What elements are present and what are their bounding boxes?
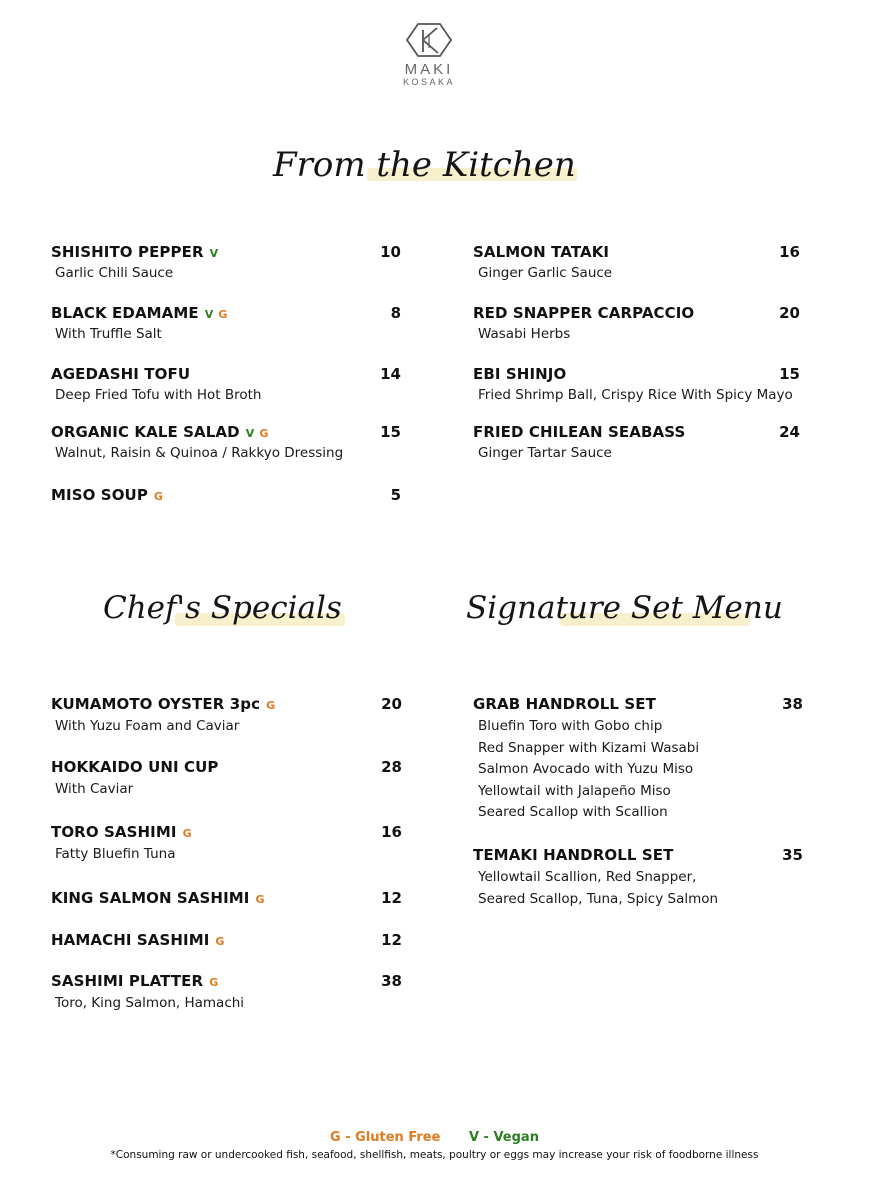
item-price: 20 xyxy=(779,304,800,322)
item-name: ORGANIC KALE SALAD V G xyxy=(51,423,269,441)
item-price: 24 xyxy=(779,423,800,441)
item-price: 14 xyxy=(380,365,401,383)
vegan-tag: V xyxy=(204,308,214,321)
item-name: KUMAMOTO OYSTER 3pc G xyxy=(51,695,276,713)
item-name: SASHIMI PLATTER G xyxy=(51,972,219,990)
heading-set-menu: Signature Set Menu xyxy=(466,590,783,626)
item-name: TORO SASHIMI G xyxy=(51,823,192,841)
item-description: Wasabi Herbs xyxy=(478,326,571,342)
legend-vegan: V - Vegan xyxy=(468,1130,539,1145)
logo-icon xyxy=(405,22,453,58)
brand-sub: KOSAKA xyxy=(402,77,455,87)
item-price: 8 xyxy=(390,304,401,322)
item-description: Yellowtail with Jalapeño Miso xyxy=(478,782,671,799)
item-name: SHISHITO PEPPER V xyxy=(51,243,219,261)
item-price: 15 xyxy=(380,423,401,441)
vegan-tag: V xyxy=(245,427,255,440)
vegan-tag: V xyxy=(209,247,219,260)
item-name: FRIED CHILEAN SEABASS xyxy=(473,423,686,441)
item-description: Fatty Bluefin Tuna xyxy=(55,846,176,862)
item-description: With Yuzu Foam and Caviar xyxy=(55,718,240,734)
gluten-free-tag: G xyxy=(259,427,269,440)
brand-name: MAKI xyxy=(404,61,454,78)
item-description: Ginger Tartar Sauce xyxy=(478,445,612,461)
dietary-legend xyxy=(0,1130,869,1145)
gluten-free-tag: G xyxy=(255,893,265,906)
item-description: Bluefin Toro with Gobo chip xyxy=(478,718,663,734)
item-price: 38 xyxy=(782,695,803,713)
legend-gluten-free: G - Gluten Free xyxy=(330,1130,441,1145)
item-price: 16 xyxy=(779,243,800,261)
item-description: Toro, King Salmon, Hamachi xyxy=(55,995,245,1011)
item-price: 16 xyxy=(381,823,402,841)
item-name: KING SALMON SASHIMI G xyxy=(51,889,265,907)
item-name: GRAB HANDROLL SET xyxy=(473,695,656,713)
item-price: 12 xyxy=(381,931,402,949)
item-description: Fried Shrimp Ball, Crispy Rice With Spicy Mayo xyxy=(478,387,793,403)
item-description: With Truffle Salt xyxy=(55,326,162,342)
item-name: AGEDASHI TOFU xyxy=(51,365,191,383)
disclaimer: *Consuming raw or undercooked fish, seafood, shellfish, meats, poultry or eggs may increase your risk of foodborne illness xyxy=(110,1149,759,1161)
item-name: HOKKAIDO UNI CUP xyxy=(51,758,219,776)
item-price: 35 xyxy=(782,846,803,864)
item-description: Ginger Garlic Sauce xyxy=(478,265,613,281)
item-price: 15 xyxy=(779,365,800,383)
gluten-free-tag: G xyxy=(209,976,219,989)
item-description: Seared Scallop with Scallion xyxy=(478,804,668,820)
item-price: 28 xyxy=(381,758,402,776)
gluten-free-tag: G xyxy=(266,699,276,712)
gluten-free-tag: G xyxy=(153,490,164,503)
gluten-free-tag: G xyxy=(218,308,228,321)
item-price: 12 xyxy=(381,889,402,907)
item-description: Salmon Avocado with Yuzu Miso xyxy=(478,761,694,777)
item-description: Deep Fried Tofu with Hot Broth xyxy=(55,387,262,403)
item-name: TEMAKI HANDROLL SET xyxy=(473,846,674,864)
item-price: 38 xyxy=(381,972,402,990)
item-name: MISO SOUP G xyxy=(51,486,164,504)
item-name: RED SNAPPER CARPACCIO xyxy=(473,304,695,322)
item-description: Yellowtail Scallion, Red Snapper, xyxy=(478,869,697,885)
item-description: With Caviar xyxy=(55,781,134,797)
heading-kitchen: From the Kitchen xyxy=(273,145,576,185)
item-name: BLACK EDAMAME V G xyxy=(51,304,228,322)
item-name: SALMON TATAKI xyxy=(473,243,610,261)
item-price: 20 xyxy=(381,695,402,713)
gluten-free-tag: G xyxy=(182,827,192,840)
item-price: 10 xyxy=(380,243,401,261)
item-description: Garlic Chili Sauce xyxy=(55,265,174,281)
item-description: Red Snapper with Kizami Wasabi xyxy=(478,739,700,756)
heading-specials: Chef's Specials xyxy=(103,590,342,626)
item-name: HAMACHI SASHIMI G xyxy=(51,931,225,949)
item-description: Walnut, Raisin & Quinoa / Rakkyo Dressing xyxy=(55,445,344,461)
item-name: EBI SHINJO xyxy=(473,365,567,383)
item-description: Seared Scallop, Tuna, Spicy Salmon xyxy=(478,890,719,907)
brand-logo xyxy=(391,22,467,88)
gluten-free-tag: G xyxy=(215,935,225,948)
item-price: 5 xyxy=(390,486,401,504)
